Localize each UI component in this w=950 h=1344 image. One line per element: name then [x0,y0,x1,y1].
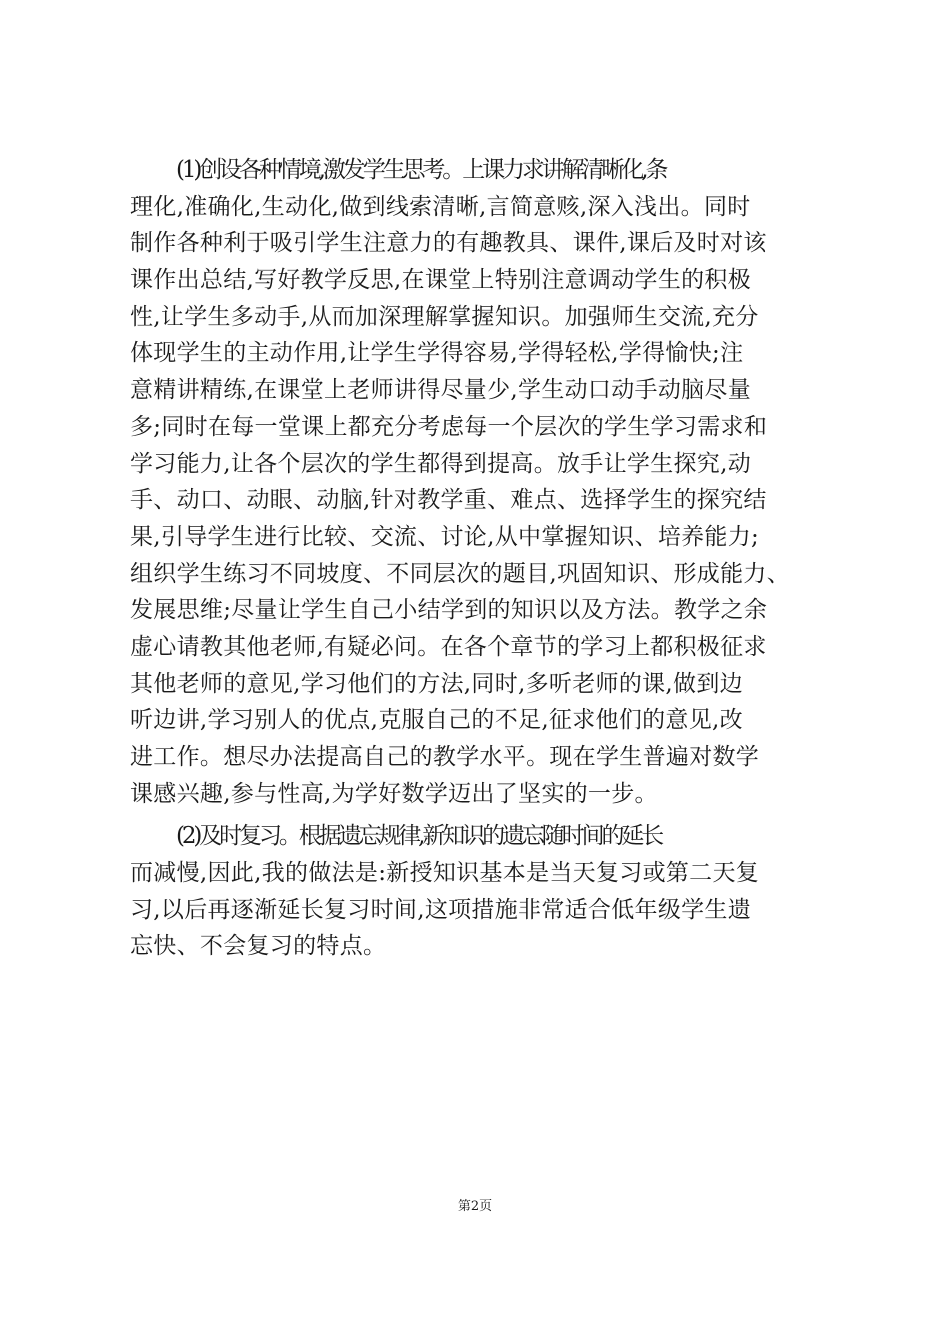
page-number: 第2页 [457,1199,493,1214]
text-line: (1)创设各种情境,激发学生思考。上课力求讲解清晰化,条 [176,157,666,183]
text-line: 习,以后再逐渐延长复习时间,这项措施非常适合低年级学生遗 [130,896,752,923]
text-line: 虚心请教其他老师,有疑必问。在各个章节的学习上都积极征求 [130,633,767,660]
text-line: 性,让学生多动手,从而加深理解掌握知识。加强师生交流,充分 [130,303,759,330]
text-line: 其他老师的意见,学习他们的方法,同时,多听老师的课,做到边 [130,670,743,697]
text-line: 忘快、不会复习的特点。 [130,933,387,960]
text-line: 进工作。想尽办法提高自己的教学水平。现在学生普遍对数学 [130,744,760,770]
text-line: 理化,准确化,生动化,做到线索清晰,言简意赅,深入浅出。同时 [130,193,751,220]
text-line: 课作出总结,写好教学反思,在课堂上特别注意调动学生的积极 [130,267,752,294]
text-line: 组织学生练习不同坡度、不同层次的题目,巩固知识、形成能力、 [130,560,791,587]
text-line: 听边讲,学习别人的优点,克服自己的不足,征求他们的意见,改 [130,707,743,734]
text-line: 而减慢,因此,我的做法是:新授知识基本是当天复习或第二天复 [130,860,760,887]
paragraph-2 [130,818,830,965]
text-line: 制作各种利于吸引学生注意力的有趣教具、课件,课后及时对该 [130,230,767,257]
text-line: 多;同时在每一堂课上都充分考虑每一个层次的学生学习需求和 [130,413,768,440]
text-line: 果,引导学生进行比较、交流、讨论,从中掌握知识、培养能力; [130,523,760,550]
text-line: (2)及时复习。根据遗忘规律,新知识的遗忘随时间的延长 [176,823,662,850]
text-line: 意精讲精练,在课堂上老师讲得尽量少,学生动口动手动脑尽量 [130,377,752,404]
text-line: 课感兴趣,参与性高,为学好数学迈出了坚实的一步。 [130,780,658,807]
text-line: 学习能力,让各个层次的学生都得到提高。放手让学生探究,动 [130,450,752,477]
paragraph-1 [130,152,830,812]
text-line: 体现学生的主动作用,让学生学得容易,学得轻松,学得愉快;注 [130,340,744,367]
text-line: 发展思维;尽量让学生自己小结学到的知识以及方法。教学之余 [130,597,768,624]
document-body [130,152,830,965]
text-line: 手、动口、动眼、动脑,针对教学重、难点、选择学生的探究结 [130,487,767,514]
